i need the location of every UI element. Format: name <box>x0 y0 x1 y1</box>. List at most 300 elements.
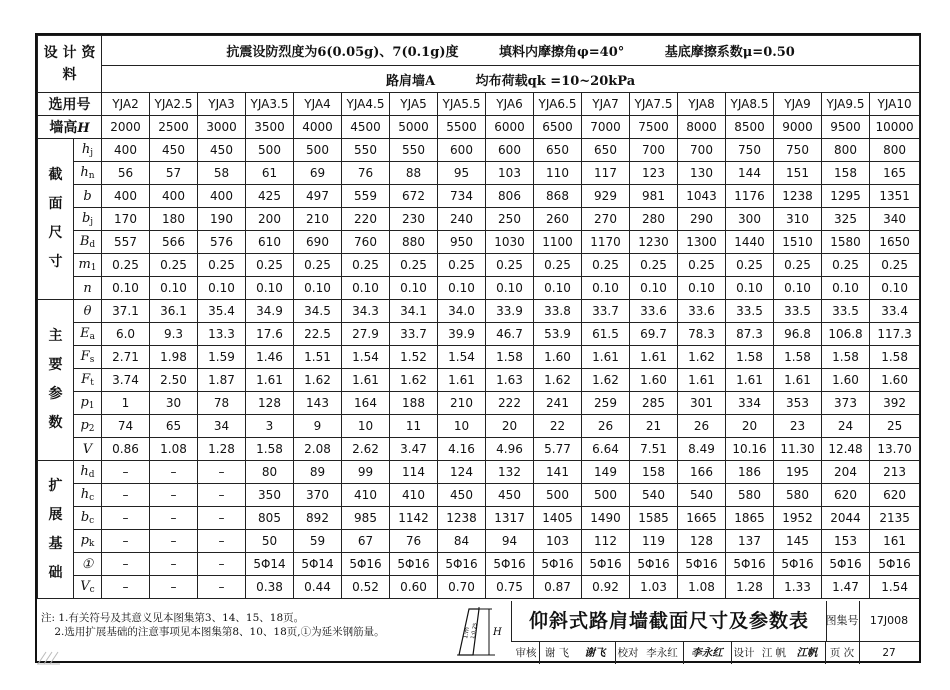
value-cell: 33.5 <box>822 300 870 323</box>
model-cell: YJA9.5 <box>822 93 870 116</box>
value-cell: 5Φ16 <box>822 553 870 576</box>
value-cell: 59 <box>294 530 342 553</box>
value-cell: 33.4 <box>870 300 920 323</box>
value-cell: 690 <box>294 231 342 254</box>
value-cell: 1.28 <box>198 438 246 461</box>
value-cell: 166 <box>678 461 726 484</box>
value-cell: 110 <box>534 162 582 185</box>
value-cell: 1043 <box>678 185 726 208</box>
design-data-label <box>38 36 102 93</box>
value-cell: 165 <box>870 162 920 185</box>
value-cell: 5Φ16 <box>342 553 390 576</box>
value-cell: – <box>198 461 246 484</box>
symbol-subscript: c <box>89 516 95 526</box>
value-cell: 23 <box>774 415 822 438</box>
section-label: 扩 展 基 础 <box>38 461 74 599</box>
value-cell: 1.33 <box>774 576 822 599</box>
value-cell: 800 <box>870 139 920 162</box>
value-cell: 0.38 <box>246 576 294 599</box>
value-cell: 1.54 <box>342 346 390 369</box>
value-cell: – <box>102 553 150 576</box>
value-cell: 17.6 <box>246 323 294 346</box>
model-cell: YJA6 <box>486 93 534 116</box>
data-row <box>38 323 920 346</box>
parameter-symbol <box>74 507 102 530</box>
value-cell: 33.5 <box>774 300 822 323</box>
value-cell: 1.61 <box>726 369 774 392</box>
value-cell: 450 <box>150 139 198 162</box>
value-cell: 566 <box>150 231 198 254</box>
value-cell: 353 <box>774 392 822 415</box>
wall-height-cell: 4500 <box>342 116 390 139</box>
value-cell: 12.48 <box>822 438 870 461</box>
value-cell: 600 <box>486 139 534 162</box>
value-cell: 0.52 <box>342 576 390 599</box>
symbol-subscript: n <box>88 171 95 181</box>
wall-height-cell: 4000 <box>294 116 342 139</box>
value-cell: 350 <box>246 484 294 507</box>
model-cell: YJA10 <box>870 93 920 116</box>
value-cell: 5Φ16 <box>390 553 438 576</box>
value-cell: 58 <box>198 162 246 185</box>
value-cell: 1170 <box>582 231 630 254</box>
value-cell: 117.3 <box>870 323 920 346</box>
parameter-symbol <box>74 162 102 185</box>
value-cell: 240 <box>438 208 486 231</box>
symbol-subscript: 1 <box>88 401 95 411</box>
value-cell: 0.10 <box>342 277 390 300</box>
value-cell: 10.16 <box>726 438 774 461</box>
value-cell: 550 <box>390 139 438 162</box>
value-cell: 1.61 <box>246 369 294 392</box>
value-cell: 0.25 <box>438 254 486 277</box>
value-cell: 400 <box>102 185 150 208</box>
value-cell: 5.77 <box>534 438 582 461</box>
value-cell: – <box>150 530 198 553</box>
value-cell: 222 <box>486 392 534 415</box>
value-cell: 84 <box>438 530 486 553</box>
value-cell: 213 <box>870 461 920 484</box>
value-cell: 34.0 <box>438 300 486 323</box>
data-row <box>38 553 920 576</box>
value-cell: 0.10 <box>726 277 774 300</box>
value-cell: 50 <box>246 530 294 553</box>
value-cell: 392 <box>870 392 920 415</box>
data-row <box>38 346 920 369</box>
symbol-subscript: c <box>89 493 95 503</box>
value-cell: 9 <box>294 415 342 438</box>
symbol-main: V <box>80 579 90 594</box>
model-cell: YJA7.5 <box>630 93 678 116</box>
design-data-text: 设 计 资 料 <box>43 45 96 83</box>
page-number: 27 <box>882 647 896 659</box>
checker-name: 李永红 <box>646 647 678 659</box>
value-cell: 210 <box>294 208 342 231</box>
notes <box>41 611 385 639</box>
value-cell: 500 <box>534 484 582 507</box>
value-cell: 1.46 <box>246 346 294 369</box>
value-cell: 0.86 <box>102 438 150 461</box>
value-cell: 26 <box>678 415 726 438</box>
value-cell: 7.51 <box>630 438 678 461</box>
value-cell: 61.5 <box>582 323 630 346</box>
value-cell: 1317 <box>486 507 534 530</box>
value-cell: 34 <box>198 415 246 438</box>
value-cell: 1.03 <box>630 576 678 599</box>
value-cell: 180 <box>150 208 198 231</box>
design-label: 设计 <box>733 647 755 659</box>
value-cell: 1440 <box>726 231 774 254</box>
wall-type: 路肩墙A <box>386 73 436 89</box>
data-row <box>38 530 920 553</box>
value-cell: 0.60 <box>390 576 438 599</box>
value-cell: 1.47 <box>822 576 870 599</box>
value-cell: 540 <box>630 484 678 507</box>
value-cell: 1.52 <box>390 346 438 369</box>
parameter-symbol <box>74 185 102 208</box>
value-cell: 158 <box>630 461 678 484</box>
review-label: 审核 <box>515 647 537 659</box>
value-cell: 145 <box>774 530 822 553</box>
value-cell: 1.61 <box>774 369 822 392</box>
value-cell: 301 <box>678 392 726 415</box>
value-cell: 1.60 <box>630 369 678 392</box>
value-cell: 123 <box>630 162 678 185</box>
reviewer-signature: 谢飞 <box>584 647 606 659</box>
value-cell: 33.7 <box>390 323 438 346</box>
value-cell: 103 <box>534 530 582 553</box>
value-cell: 1238 <box>774 185 822 208</box>
wall-height-cell: 6000 <box>486 116 534 139</box>
value-cell: 143 <box>294 392 342 415</box>
value-cell: 99 <box>342 461 390 484</box>
value-cell: 119 <box>630 530 678 553</box>
data-row <box>38 392 920 415</box>
condition-line-2 <box>102 66 920 93</box>
value-cell: 6.0 <box>102 323 150 346</box>
symbol-main: F <box>80 349 90 364</box>
value-cell: 0.87 <box>534 576 582 599</box>
value-cell: 1 <box>102 392 150 415</box>
value-cell: 0.44 <box>294 576 342 599</box>
value-cell: 128 <box>246 392 294 415</box>
symbol-main: p <box>80 418 89 433</box>
value-cell: 1490 <box>582 507 630 530</box>
value-cell: 144 <box>726 162 774 185</box>
value-cell: 36.1 <box>150 300 198 323</box>
value-cell: 0.25 <box>150 254 198 277</box>
value-cell: 550 <box>342 139 390 162</box>
model-cell: YJA5 <box>390 93 438 116</box>
value-cell: 1.58 <box>822 346 870 369</box>
wall-height-cell: 7500 <box>630 116 678 139</box>
value-cell: 1.58 <box>726 346 774 369</box>
value-cell: 65 <box>150 415 198 438</box>
value-cell: 1295 <box>822 185 870 208</box>
parameter-symbol <box>74 300 102 323</box>
model-cell: YJA4 <box>294 93 342 116</box>
value-cell: – <box>102 576 150 599</box>
value-cell: 500 <box>294 139 342 162</box>
value-cell: 0.25 <box>102 254 150 277</box>
value-cell: 210 <box>438 392 486 415</box>
symbol-main: b <box>80 510 90 525</box>
value-cell: 285 <box>630 392 678 415</box>
value-cell: 164 <box>342 392 390 415</box>
value-cell: 5Φ16 <box>438 553 486 576</box>
value-cell: 580 <box>726 484 774 507</box>
value-cell: 53.9 <box>534 323 582 346</box>
value-cell: 0.10 <box>582 277 630 300</box>
value-cell: – <box>150 484 198 507</box>
value-cell: 450 <box>486 484 534 507</box>
value-cell: 1585 <box>630 507 678 530</box>
value-cell: 0.10 <box>678 277 726 300</box>
value-cell: 410 <box>390 484 438 507</box>
value-cell: 33.6 <box>630 300 678 323</box>
data-row <box>38 162 920 185</box>
value-cell: 1.60 <box>822 369 870 392</box>
value-cell: 4.96 <box>486 438 534 461</box>
check-label: 校对 <box>617 647 639 659</box>
value-cell: 74 <box>102 415 150 438</box>
value-cell: 334 <box>726 392 774 415</box>
value-cell: 220 <box>342 208 390 231</box>
value-cell: 981 <box>630 185 678 208</box>
value-cell: 21 <box>630 415 678 438</box>
value-cell: 0.10 <box>486 277 534 300</box>
value-cell: 1.63 <box>486 369 534 392</box>
value-cell: 117 <box>582 162 630 185</box>
value-cell: 22 <box>534 415 582 438</box>
value-cell: 280 <box>630 208 678 231</box>
value-cell: 56 <box>102 162 150 185</box>
wall-height-cell: 6500 <box>534 116 582 139</box>
value-cell: 69.7 <box>630 323 678 346</box>
value-cell: 1580 <box>822 231 870 254</box>
value-cell: 153 <box>822 530 870 553</box>
value-cell: 260 <box>534 208 582 231</box>
value-cell: 0.25 <box>726 254 774 277</box>
model-cell: YJA3 <box>198 93 246 116</box>
value-cell: 0.25 <box>582 254 630 277</box>
value-cell: 141 <box>534 461 582 484</box>
value-cell: 170 <box>102 208 150 231</box>
parameter-symbol <box>74 369 102 392</box>
symbol-subscript: a <box>89 332 95 342</box>
wall-height-cell: 3500 <box>246 116 294 139</box>
value-cell: 11 <box>390 415 438 438</box>
value-cell: 1.54 <box>438 346 486 369</box>
value-cell: 13.3 <box>198 323 246 346</box>
model-cell: YJA8.5 <box>726 93 774 116</box>
symbol-main: p <box>80 395 89 410</box>
model-cell: YJA8 <box>678 93 726 116</box>
value-cell: 1952 <box>774 507 822 530</box>
value-cell: 1238 <box>438 507 486 530</box>
model-cell: YJA3.5 <box>246 93 294 116</box>
value-cell: 2.71 <box>102 346 150 369</box>
value-cell: – <box>198 576 246 599</box>
value-cell: 1665 <box>678 507 726 530</box>
value-cell: 650 <box>582 139 630 162</box>
value-cell: 1.62 <box>534 369 582 392</box>
atlas-number: 17J008 <box>869 614 909 627</box>
value-cell: 87.3 <box>726 323 774 346</box>
value-cell: 400 <box>102 139 150 162</box>
value-cell: 1230 <box>630 231 678 254</box>
page-label: 页 次 <box>829 647 855 659</box>
wall-height-cell: 9000 <box>774 116 822 139</box>
value-cell: 1142 <box>390 507 438 530</box>
value-cell: 1.58 <box>246 438 294 461</box>
value-cell: 1.61 <box>582 346 630 369</box>
value-cell: 2.62 <box>342 438 390 461</box>
value-cell: 8.49 <box>678 438 726 461</box>
value-cell: 13.70 <box>870 438 920 461</box>
value-cell: 10 <box>438 415 486 438</box>
value-cell: – <box>198 484 246 507</box>
parameter-symbol <box>74 438 102 461</box>
value-cell: 400 <box>150 185 198 208</box>
value-cell: 33.5 <box>726 300 774 323</box>
designer-name: 江 帆 <box>761 647 787 659</box>
value-cell: – <box>150 507 198 530</box>
value-cell: 1.61 <box>438 369 486 392</box>
wall-height-cell: 8000 <box>678 116 726 139</box>
data-row <box>38 484 920 507</box>
value-cell: 0.25 <box>774 254 822 277</box>
value-cell: – <box>102 507 150 530</box>
value-cell: 5Φ16 <box>582 553 630 576</box>
title-block <box>511 601 919 663</box>
value-cell: 1030 <box>486 231 534 254</box>
value-cell: 0.25 <box>534 254 582 277</box>
value-cell: 0.10 <box>150 277 198 300</box>
model-row <box>38 93 920 116</box>
value-cell: 0.25 <box>486 254 534 277</box>
wall-height-cell: 9500 <box>822 116 870 139</box>
model-cell: YJA2 <box>102 93 150 116</box>
value-cell: 259 <box>582 392 630 415</box>
value-cell: 34.9 <box>246 300 294 323</box>
value-cell: 325 <box>822 208 870 231</box>
value-cell: 95 <box>438 162 486 185</box>
value-cell: 1.98 <box>150 346 198 369</box>
symbol-main: ① <box>81 556 94 572</box>
value-cell: – <box>102 484 150 507</box>
value-cell: 158 <box>822 162 870 185</box>
value-cell: 132 <box>486 461 534 484</box>
value-cell: 3.74 <box>102 369 150 392</box>
value-cell: 868 <box>534 185 582 208</box>
value-cell: 5Φ14 <box>246 553 294 576</box>
drawing-sheet <box>35 33 921 663</box>
value-cell: 0.10 <box>822 277 870 300</box>
value-cell: 186 <box>726 461 774 484</box>
symbol-main: h <box>81 142 91 157</box>
value-cell: 0.10 <box>630 277 678 300</box>
value-cell: 310 <box>774 208 822 231</box>
value-cell: 1.59 <box>198 346 246 369</box>
value-cell: 1351 <box>870 185 920 208</box>
corner-mark-icon <box>36 650 66 666</box>
value-cell: 5Φ16 <box>774 553 822 576</box>
value-cell: 188 <box>390 392 438 415</box>
value-cell: 241 <box>534 392 582 415</box>
value-cell: 204 <box>822 461 870 484</box>
value-cell: 5Φ14 <box>294 553 342 576</box>
value-cell: 760 <box>342 231 390 254</box>
value-cell: 0.10 <box>870 277 920 300</box>
value-cell: 1.51 <box>294 346 342 369</box>
value-cell: 750 <box>726 139 774 162</box>
value-cell: 0.25 <box>198 254 246 277</box>
wall-height-cell: 2500 <box>150 116 198 139</box>
value-cell: 620 <box>870 484 920 507</box>
data-row <box>38 507 920 530</box>
value-cell: 557 <box>102 231 150 254</box>
value-cell: – <box>150 576 198 599</box>
wall-height-cell: 5000 <box>390 116 438 139</box>
wall-height-cell: 10000 <box>870 116 920 139</box>
value-cell: 6.64 <box>582 438 630 461</box>
value-cell: 78 <box>198 392 246 415</box>
parameter-symbol <box>74 576 102 599</box>
symbol-main: V <box>82 441 93 457</box>
value-cell: 34.5 <box>294 300 342 323</box>
symbol-subscript: j <box>90 148 94 158</box>
model-cell: YJA5.5 <box>438 93 486 116</box>
data-row <box>38 254 920 277</box>
value-cell: 373 <box>822 392 870 415</box>
value-cell: 20 <box>486 415 534 438</box>
value-cell: 2.50 <box>150 369 198 392</box>
wall-height-row <box>38 116 920 139</box>
value-cell: 151 <box>774 162 822 185</box>
symbol-main: E <box>80 326 90 341</box>
value-cell: 26 <box>582 415 630 438</box>
wall-height-cell: 8500 <box>726 116 774 139</box>
value-cell: 0.70 <box>438 576 486 599</box>
symbol-main: b <box>83 188 92 204</box>
value-cell: 34.1 <box>390 300 438 323</box>
value-cell: 270 <box>582 208 630 231</box>
value-cell: 290 <box>678 208 726 231</box>
value-cell: 0.10 <box>102 277 150 300</box>
value-cell: 806 <box>486 185 534 208</box>
value-cell: 10 <box>342 415 390 438</box>
value-cell: 35.4 <box>198 300 246 323</box>
wall-height-cell: 3000 <box>198 116 246 139</box>
value-cell: 1510 <box>774 231 822 254</box>
symbol-subscript: s <box>89 355 95 365</box>
symbol-subscript: k <box>88 539 95 549</box>
value-cell: 230 <box>390 208 438 231</box>
symbol-subscript: j <box>90 217 94 227</box>
value-cell: 149 <box>582 461 630 484</box>
model-cell: YJA6.5 <box>534 93 582 116</box>
value-cell: 0.10 <box>438 277 486 300</box>
value-cell: 5Φ16 <box>678 553 726 576</box>
base-friction-coefficient: 基底摩擦系数μ=0.50 <box>664 45 795 60</box>
value-cell: 78.3 <box>678 323 726 346</box>
value-cell: 3.47 <box>390 438 438 461</box>
value-cell: 1.54 <box>870 576 920 599</box>
symbol-main: B <box>79 234 90 249</box>
value-cell: 1.58 <box>486 346 534 369</box>
value-cell: 600 <box>438 139 486 162</box>
